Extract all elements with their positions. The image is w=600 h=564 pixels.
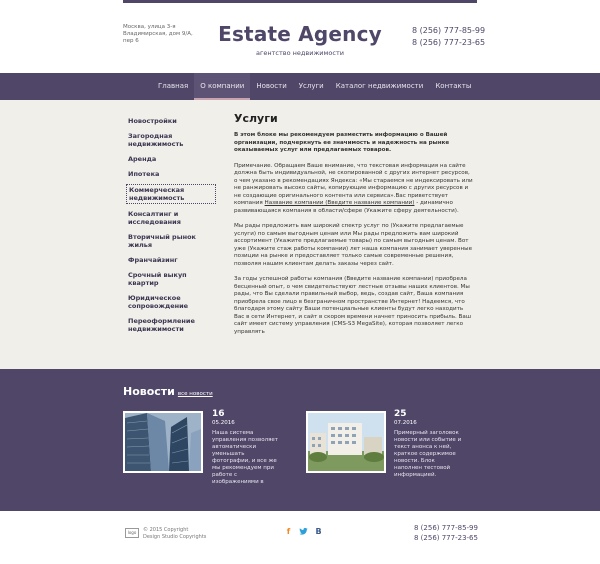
twitter-icon[interactable] [299,527,308,537]
news-section [0,369,600,511]
header-phones [412,25,485,49]
footer-copyright [143,527,206,540]
services-paragraph: Мы рады предложить вам широкий спектр услуг по (Укажите предлагаемые услуги) по самым выгодным ценам или Мы рады предложить вам широкий ассортимент (Укажите предлагаемые товары) по самым выгодным ценам. Вот уже (Укажите стаж работы компании) лет наша компания занимает уверенные позиции на рынке и предоставляет только самые современные решения, позволяя нашим клиентам делать заказы через сайт. [234,223,473,267]
main-nav [0,73,600,100]
sidebar-item-reregistration[interactable]: Переоформление недвижимости [128,317,195,333]
top-accent-line [123,0,477,3]
sidebar-item-mortgage[interactable]: Ипотека [128,170,160,178]
building-image [308,413,384,471]
facebook-icon[interactable]: f [286,527,291,536]
brand [200,22,400,57]
vk-icon[interactable]: B [315,527,322,536]
news-day-1: 16 [212,409,225,419]
sidebar-item-rent[interactable]: Аренда [128,155,157,163]
news-text-1: Наша система управления позволяет автоматически уменьшать фотографии, и все же мы рекомендуем при работе с изображениями в [212,430,278,485]
note-paragraph [234,163,474,216]
skyscraper-image [125,413,201,471]
news-title: Новости [123,385,175,398]
all-news-link[interactable]: все новости [177,391,213,397]
news-header [123,385,213,398]
nav-item-contacts[interactable]: Контакты [435,82,472,90]
news-date-1: 05.2016 [212,420,235,426]
footer-logo[interactable]: logo [125,528,139,538]
main-content [234,112,474,344]
note-text-1: Примечание. Обращаем Ваше внимание, что текстовая информация на сайте должна быть индивидуальной, не скопированной с других интернет ресурсов, о чем указано в рекомендациях Яндекса: «Мы стараемся не индексировать или не ранжировать высоко сайты, копирующие информацию с других ресурсов и не создающие оригинального контента или сервиса».Вас приветствует компания [234,162,473,206]
company-address: Москва, улица 3-я Владимирская, дом 9/А, пер 6 [123,24,193,44]
intro-paragraph: В этом блоке мы рекомендуем разместить информацию о Вашей организации, подчеркнуть ее значимость и надежность на рынке оказываемых услуг или предлагаемых товаров. [234,132,450,153]
nav-item-services[interactable]: Услуги [298,82,324,90]
copyright-line-1: © 2015 Copyright [143,527,189,533]
note-text-2: - динамично развивающаяся компания в области/сфере (Укажите сферу деятельности). [234,200,459,214]
copyright-line-2: Design Studio Copyrights [143,533,207,540]
sidebar-item-legal[interactable]: Юридическое сопровождение [128,294,189,310]
social-links [284,527,323,537]
sidebar-item-urgent-buyout[interactable]: Срочный выкуп квартир [128,271,187,287]
news-image-1[interactable] [123,411,203,473]
sidebar-item-new-buildings[interactable]: Новостройки [128,117,177,125]
sidebar-menu [126,116,216,339]
footer-phone-1: 8 (256) 777-85-99 [414,524,478,532]
site-subtitle: агентство недвижимости [255,49,344,57]
nav-item-about[interactable]: О компании [194,73,250,100]
nav-item-catalog[interactable]: Каталог недвижимости [335,82,424,90]
sidebar-item-commercial[interactable]: Коммерческая недвижимость [126,184,216,204]
nav-item-news[interactable]: Новости [256,82,287,90]
header-phone-1: 8 (256) 777-85-99 [412,26,486,35]
sidebar-item-secondary-market[interactable]: Вторичный рынок жилья [128,233,196,249]
experience-paragraph: За годы успешной работы компания (Введите название компании) приобрела бесценный опыт, о чем свидетельствуют лестные отзывы наших клиентов. Мы рады, что Вы сделали правильный выбор, ведь, создав сайт, Ваша компания приобрела свое лицо в безграничном пространстве Интернет! Надеемся, что благодаря этому сайту Ваши потенциальные клиенты будут легко находить Вас в сети Интернет, и сайт в скором времени начнет приносить прибыль. Ваш сайт имеет систему управления (CMS-S3 MegaSite), которая позволяет легко управлять [234,276,471,335]
news-day-2: 25 [394,409,407,419]
footer-phone-2: 8 (256) 777-23-65 [414,534,478,542]
sidebar-item-franchising[interactable]: Франчайзинг [128,256,178,264]
company-name-link[interactable]: Название компании (Введите название компании) [264,200,415,206]
footer-phones [414,523,478,543]
sidebar-item-consulting[interactable]: Консалтинг и исследования [128,210,181,226]
twitter-bird-icon [299,527,308,536]
page-title: Услуги [234,112,278,125]
news-date-2: 07.2016 [394,420,417,426]
sidebar-item-country-property[interactable]: Загородная недвижимость [128,132,184,148]
header-phone-2: 8 (256) 777-23-65 [412,38,486,47]
site-title[interactable]: Estate Agency [218,22,382,46]
nav-item-home[interactable]: Главная [158,82,189,90]
content-area [0,100,600,369]
news-image-2[interactable] [306,411,386,473]
news-text-2: Примерный заголовок новости или событие и текст анонса к ней, краткое содержимое новости. Блок наполнен тестовой информацией. [394,430,462,478]
